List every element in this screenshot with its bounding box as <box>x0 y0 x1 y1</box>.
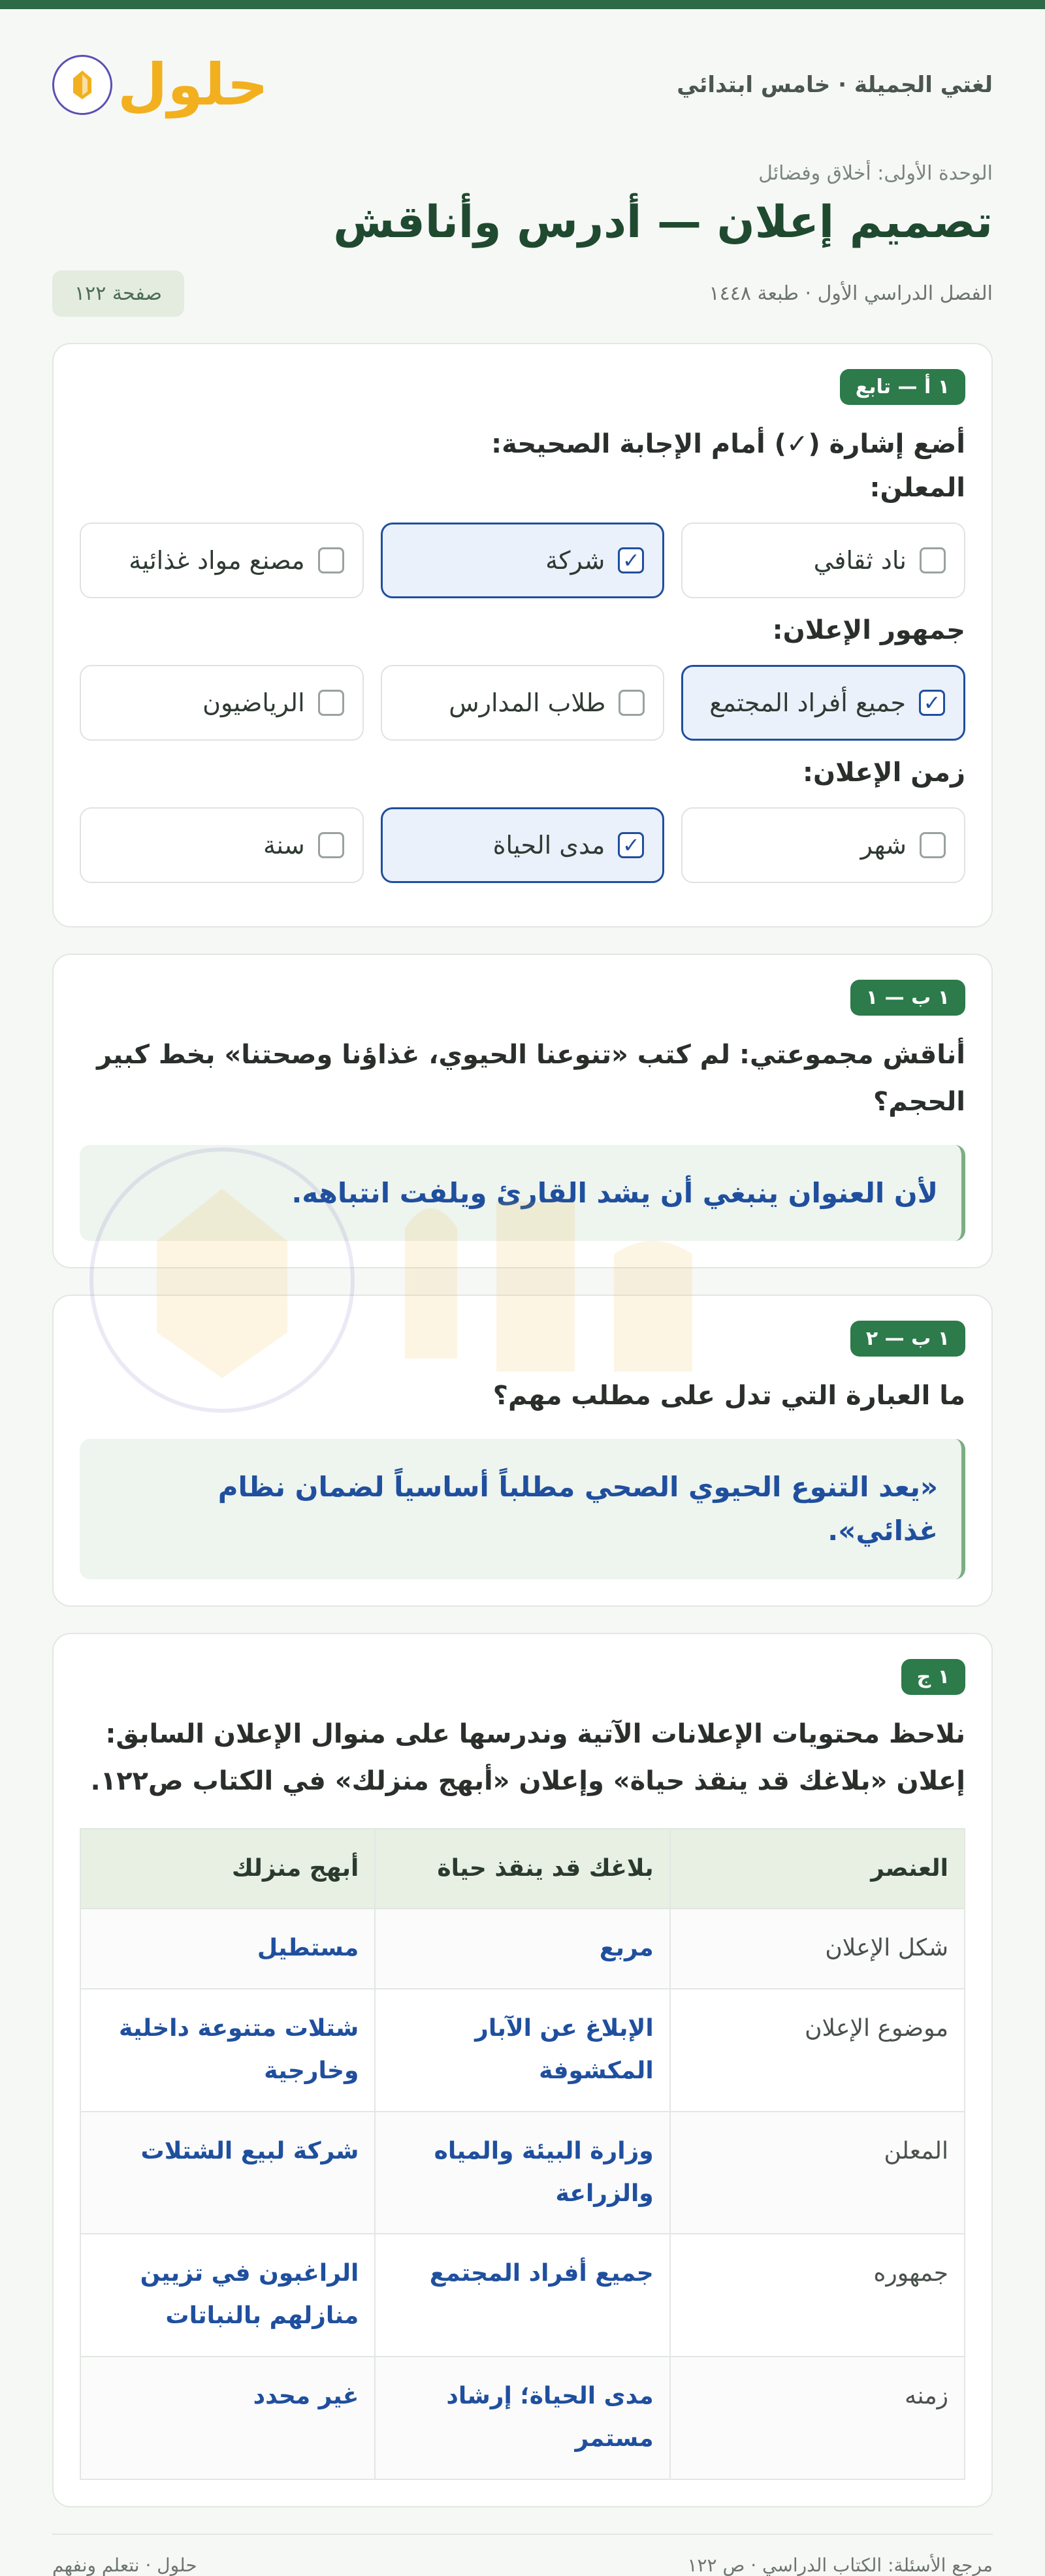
option-label: الرياضيون <box>202 688 305 717</box>
brand-logo[interactable] <box>52 51 268 118</box>
option-label: سنة <box>263 831 305 860</box>
checkbox-option[interactable] <box>381 665 665 741</box>
option-label: شهر <box>860 831 907 860</box>
checkbox-empty-icon[interactable] <box>318 832 344 858</box>
table-row-label: زمنه <box>670 2357 965 2479</box>
table-answer-cell: الراغبون في تزيين منازلهم بالنباتات <box>80 2234 375 2357</box>
option-label: جميع أفراد المجتمع <box>709 688 906 717</box>
option-row <box>80 807 965 883</box>
question-prompt: نلاحظ محتويات الإعلانات الآتية وندرسها على منوال الإعلان السابق: إعلان «بلاغك قد ينقذ حياة» وإعلان «أبهج منزلك» في الكتاب ص١٢٢. <box>90 1718 965 1796</box>
question-card-1b-1 <box>52 954 993 1268</box>
table-row <box>80 2357 965 2479</box>
option-group-heading: المعلن: <box>869 473 965 503</box>
logo-wordmark: حلول <box>118 51 268 118</box>
question-card-1a <box>52 343 993 927</box>
term-label: الفصل الدراسي الأول · طبعة ١٤٤٨ <box>709 282 993 305</box>
checkbox-option[interactable] <box>681 523 965 598</box>
question-prompt: أناقش مجموعتي: لم كتب «تنوعنا الحيوي، غذاؤنا وصحتنا» بخط كبير الحجم؟ <box>97 1040 965 1117</box>
page-footer <box>52 2534 993 2576</box>
footer-reference: مرجع الأسئلة: الكتاب الدراسي · ص ١٢٢ <box>687 2554 993 2576</box>
question-card-1c <box>52 1633 993 2507</box>
table-answer-cell: غير محدد <box>80 2357 375 2479</box>
unit-label: الوحدة الأولى: أخلاق وفضائل <box>758 162 993 185</box>
table-row-label: موضوع الإعلان <box>670 1989 965 2112</box>
table-answer-cell: مربع <box>375 1908 669 1989</box>
checkbox-checked-icon[interactable]: ✓ <box>618 832 644 858</box>
table-row-label: شكل الإعلان <box>670 1908 965 1989</box>
table-row <box>80 2234 965 2357</box>
table-header-cell: بلاغك قد ينقذ حياة <box>375 1829 669 1909</box>
checkbox-option[interactable] <box>381 807 665 883</box>
option-label: طلاب المدارس <box>449 688 606 717</box>
option-group-heading: جمهور الإعلان: <box>772 615 965 645</box>
checkbox-option[interactable] <box>681 807 965 883</box>
table-answer-cell: وزارة البيئة والمياه والزراعة <box>375 2112 669 2234</box>
checkbox-empty-icon[interactable] <box>318 690 344 716</box>
checkbox-option[interactable] <box>681 665 965 741</box>
option-label: مصنع مواد غذائية <box>129 546 305 575</box>
table-row <box>80 1989 965 2112</box>
table-header-cell: العنصر <box>670 1829 965 1909</box>
table-row <box>80 2112 965 2234</box>
checkbox-empty-icon[interactable] <box>920 547 946 573</box>
page-title: تصميم إعلان — أدرس وأناقش <box>333 197 993 248</box>
option-row <box>80 523 965 598</box>
question-tag: ١ ج <box>901 1659 965 1695</box>
table-answer-cell: مدى الحياة؛ إرشاد مستمر <box>375 2357 669 2479</box>
table-answer-cell: مستطيل <box>80 1908 375 1989</box>
table-row-label: المعلن <box>670 2112 965 2234</box>
table-row-label: جمهوره <box>670 2234 965 2357</box>
table-answer-cell: الإبلاغ عن الآبار المكشوفة <box>375 1989 669 2112</box>
checkbox-checked-icon[interactable]: ✓ <box>919 690 945 716</box>
footer-brand: حلول · نتعلم ونفهم <box>52 2554 197 2576</box>
option-group-heading: زمن الإعلان: <box>802 758 965 788</box>
checkbox-empty-icon[interactable] <box>619 690 645 716</box>
answer-box: لأن العنوان ينبغي أن يشد القارئ ويلفت انتباهه. <box>80 1145 965 1241</box>
checkbox-option[interactable] <box>80 665 364 741</box>
checkbox-option[interactable] <box>80 523 364 598</box>
page-number-badge: صفحة ١٢٢ <box>52 270 184 317</box>
checkbox-option[interactable] <box>381 523 665 598</box>
question-card-1b-2 <box>52 1295 993 1606</box>
checkbox-empty-icon[interactable] <box>920 832 946 858</box>
page-header <box>52 46 993 124</box>
question-prompt: أضع إشارة (✓) أمام الإجابة الصحيحة: <box>491 429 965 459</box>
table-answer-cell: شركة لبيع الشتلات <box>80 2112 375 2234</box>
option-label: مدى الحياة <box>492 831 605 860</box>
top-accent-bar <box>0 0 1045 9</box>
logo-icon <box>52 55 112 115</box>
comparison-table <box>80 1828 965 2480</box>
question-tag: ١ أ — تابع <box>840 369 965 405</box>
table-header-cell: أبهج منزلك <box>80 1829 375 1909</box>
option-label: شركة <box>545 546 605 575</box>
table-row <box>80 1908 965 1989</box>
table-answer-cell: شتلات متنوعة داخلية وخارجية <box>80 1989 375 2112</box>
option-row <box>80 665 965 741</box>
question-prompt: ما العبارة التي تدل على مطلب مهم؟ <box>492 1381 965 1411</box>
series-label: لغتي الجميلة · خامس ابتدائي <box>677 72 993 98</box>
checkbox-empty-icon[interactable] <box>318 547 344 573</box>
checkbox-checked-icon[interactable]: ✓ <box>618 547 644 573</box>
checkbox-option[interactable] <box>80 807 364 883</box>
option-label: ناد ثقافي <box>813 546 907 575</box>
answer-box: «يعد التنوع الحيوي الصحي مطلباً أساسياً لضمان نظام غذائي». <box>80 1439 965 1579</box>
question-tag: ١ ب — ٢ <box>850 1321 965 1357</box>
table-answer-cell: جميع أفراد المجتمع <box>375 2234 669 2357</box>
question-tag: ١ ب — ١ <box>850 980 965 1016</box>
